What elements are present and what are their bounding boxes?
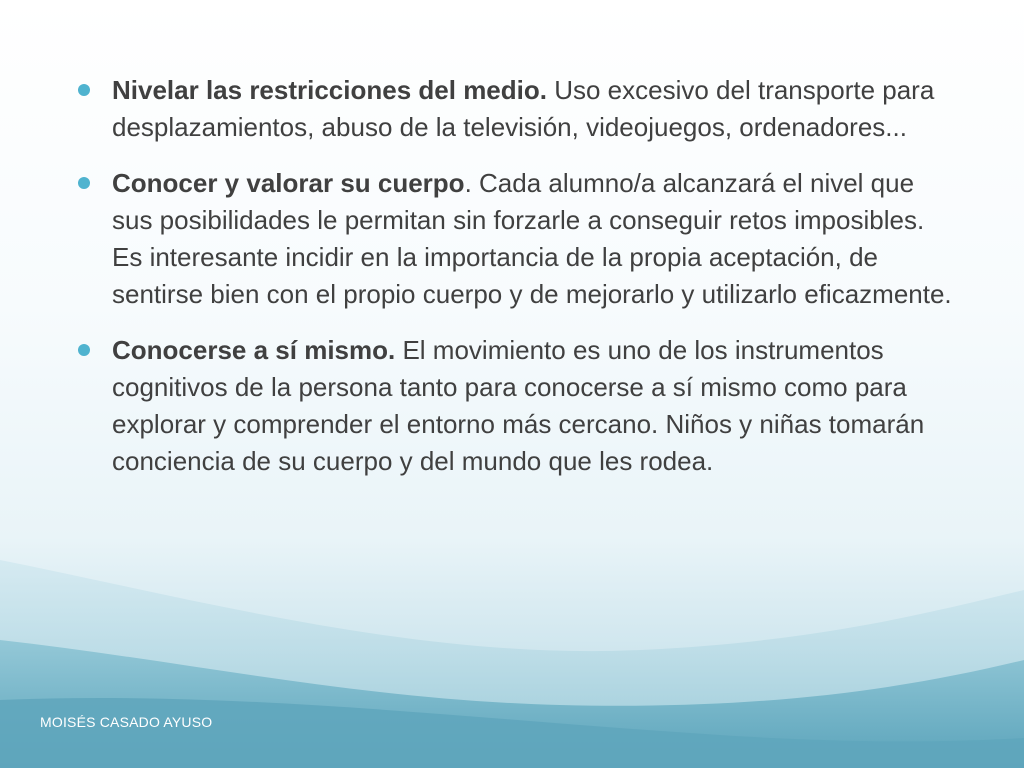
bullet-item-1 — [78, 72, 958, 146]
bullet-icon — [78, 84, 90, 96]
bullet-text: El movimiento es uno de los instrumentos cognitivos de la persona tanto para conocerse a sí mismo como para explorar y comprender el entorno más cercano. Niños y niñas tomarán conciencia de su cuerpo y del mundo que les rodea. — [112, 335, 925, 476]
footer-author: MOISÉS CASADO AYUSO — [40, 714, 213, 730]
bullet-item-2 — [78, 165, 958, 313]
bullet-text: Uso excesivo del transporte para desplazamientos, abuso de la televisión, videojuegos, ordenadores... — [112, 75, 935, 142]
bullet-text: . Cada alumno/a alcanzará el nivel que sus posibilidades le permitan sin forzarle a conseguir retos imposibles. Es interesante incidir en la importancia de la propia aceptación, de sentirse bien con el propio cuerpo y de mejorarlo y utilizarlo eficazmente. — [112, 168, 952, 309]
bullet-title: Conocer y valorar su cuerpo — [112, 168, 465, 198]
bullet-title: Conocerse a sí mismo. — [112, 335, 396, 365]
bullet-item-3 — [78, 332, 958, 480]
bullet-title: Nivelar las restricciones del medio. — [112, 75, 547, 105]
bullet-icon — [78, 177, 90, 189]
slide-content — [78, 72, 958, 499]
bullet-icon — [78, 344, 90, 356]
